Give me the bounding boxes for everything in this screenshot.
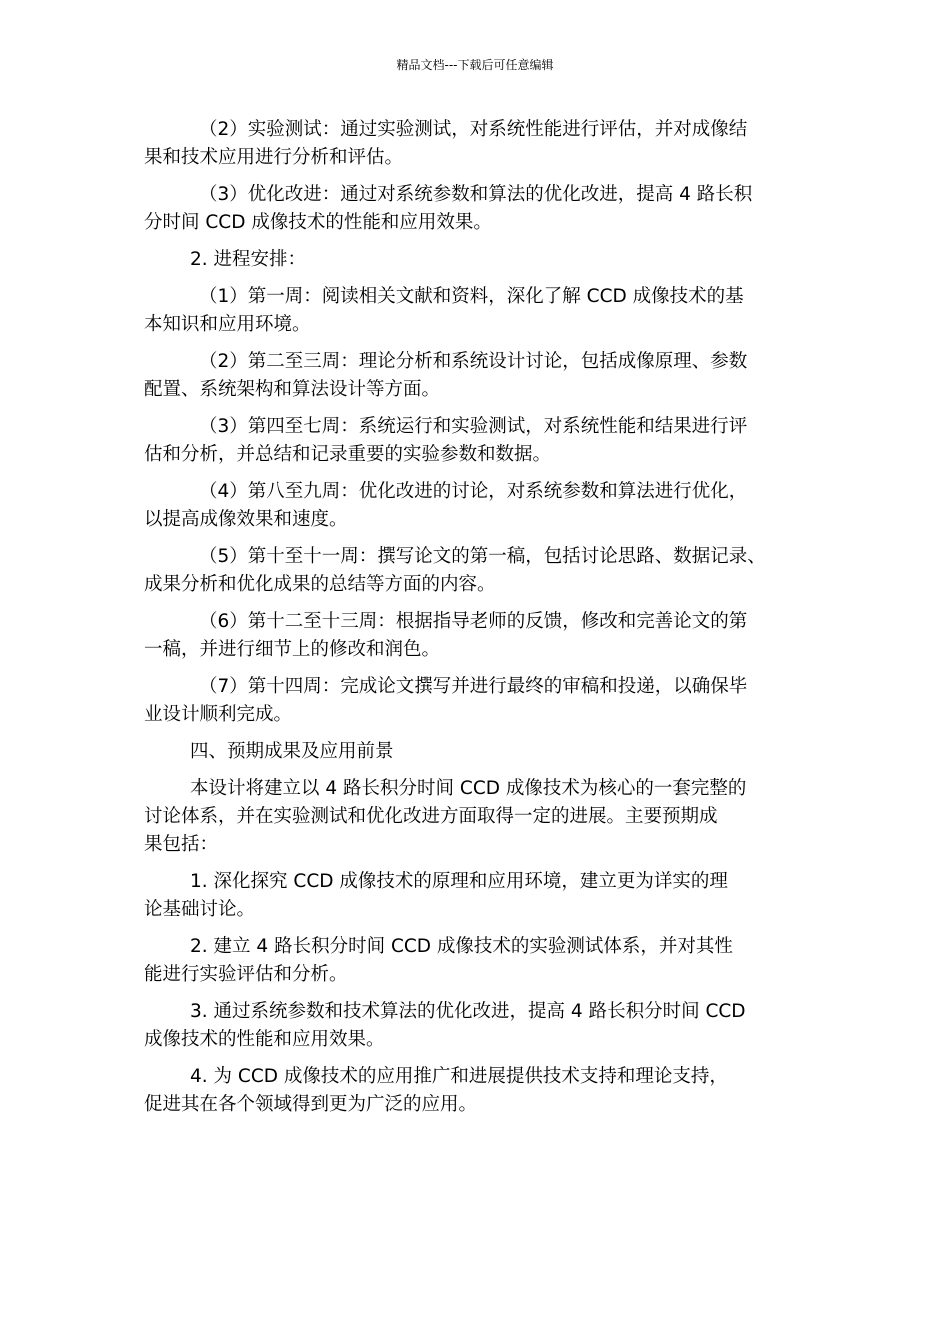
paragraph — [144, 413, 809, 469]
page-header: 精品文档---下载后可任意编辑 — [396, 58, 554, 72]
paragraph — [144, 1063, 809, 1119]
paragraph-line: 本知识和应用环境。 — [144, 314, 311, 335]
paragraph-line: （3）优化改进：通过对系统参数和算法的优化改进，提高 4 路长积 — [199, 184, 753, 205]
paragraph-line: 成果分析和优化成果的总结等方面的内容。 — [144, 574, 496, 595]
paragraph-line: 业设计顺利完成。 — [144, 704, 293, 725]
paragraph — [144, 116, 809, 172]
paragraph-line: 2. 进程安排： — [190, 249, 307, 270]
paragraph — [144, 348, 809, 404]
paragraph-line: 估和分析，并总结和记录重要的实验参数和数据。 — [144, 444, 552, 465]
paragraph-line: （5）第十至十一周：撰写论文的第一稿，包括讨论思路、数据记录、 — [199, 546, 766, 567]
paragraph-line: 果和技术应用进行分析和评估。 — [144, 147, 404, 168]
paragraph-line: 分时间 CCD 成像技术的性能和应用效果。 — [144, 212, 492, 233]
paragraph-line: 讨论体系，并在实验测试和优化改进方面取得一定的进展。主要预期成 — [144, 806, 718, 827]
paragraph — [144, 775, 809, 859]
paragraph-line: （1）第一周：阅读相关文献和资料，深化了解 CCD 成像技术的基 — [199, 286, 744, 307]
paragraph — [144, 933, 809, 989]
paragraph-line: （2）实验测试：通过实验测试，对系统性能进行评估，并对成像结 — [199, 119, 748, 140]
paragraph-line: （3）第四至七周：系统运行和实验测试，对系统性能和结果进行评 — [199, 416, 748, 437]
paragraph-line: （4）第八至九周：优化改进的讨论，对系统参数和算法进行优化， — [199, 481, 748, 502]
paragraph — [144, 543, 809, 599]
document-body — [144, 116, 809, 1128]
paragraph-line: 四、预期成果及应用前景 — [190, 741, 394, 762]
paragraph-line: （2）第二至三周：理论分析和系统设计讨论，包括成像原理、参数 — [199, 351, 748, 372]
paragraph — [144, 608, 809, 664]
paragraph-line: 3. 通过系统参数和技术算法的优化改进，提高 4 路长积分时间 CCD — [190, 1001, 746, 1022]
paragraph — [144, 246, 809, 274]
paragraph — [144, 868, 809, 924]
paragraph-line: 论基础讨论。 — [144, 899, 256, 920]
paragraph-line: 一稿，并进行细节上的修改和润色。 — [144, 639, 441, 660]
paragraph-line: 成像技术的性能和应用效果。 — [144, 1029, 385, 1050]
paragraph — [144, 181, 809, 237]
paragraph-line: 4. 为 CCD 成像技术的应用推广和进展提供技术支持和理论支持， — [190, 1066, 728, 1087]
paragraph-line: 本设计将建立以 4 路长积分时间 CCD 成像技术为核心的一套完整的 — [190, 778, 747, 799]
paragraph-line: 果包括： — [144, 834, 219, 855]
paragraph-line: 配置、系统架构和算法设计等方面。 — [144, 379, 441, 400]
paragraph-line: 能进行实验评估和分析。 — [144, 964, 348, 985]
paragraph — [144, 998, 809, 1054]
paragraph-line: 促进其在各个领域得到更为广泛的应用。 — [144, 1094, 478, 1115]
paragraph — [144, 478, 809, 534]
paragraph — [144, 283, 809, 339]
paragraph — [144, 673, 809, 729]
paragraph-line: （6）第十二至十三周：根据指导老师的反馈，修改和完善论文的第 — [199, 611, 748, 632]
paragraph — [144, 738, 809, 766]
paragraph-line: （7）第十四周：完成论文撰写并进行最终的审稿和投递，以确保毕 — [199, 676, 748, 697]
paragraph-line: 2. 建立 4 路长积分时间 CCD 成像技术的实验测试体系，并对其性 — [190, 936, 733, 957]
paragraph-line: 以提高成像效果和速度。 — [144, 509, 348, 530]
paragraph-line: 1. 深化探究 CCD 成像技术的原理和应用环境，建立更为详实的理 — [190, 871, 728, 892]
